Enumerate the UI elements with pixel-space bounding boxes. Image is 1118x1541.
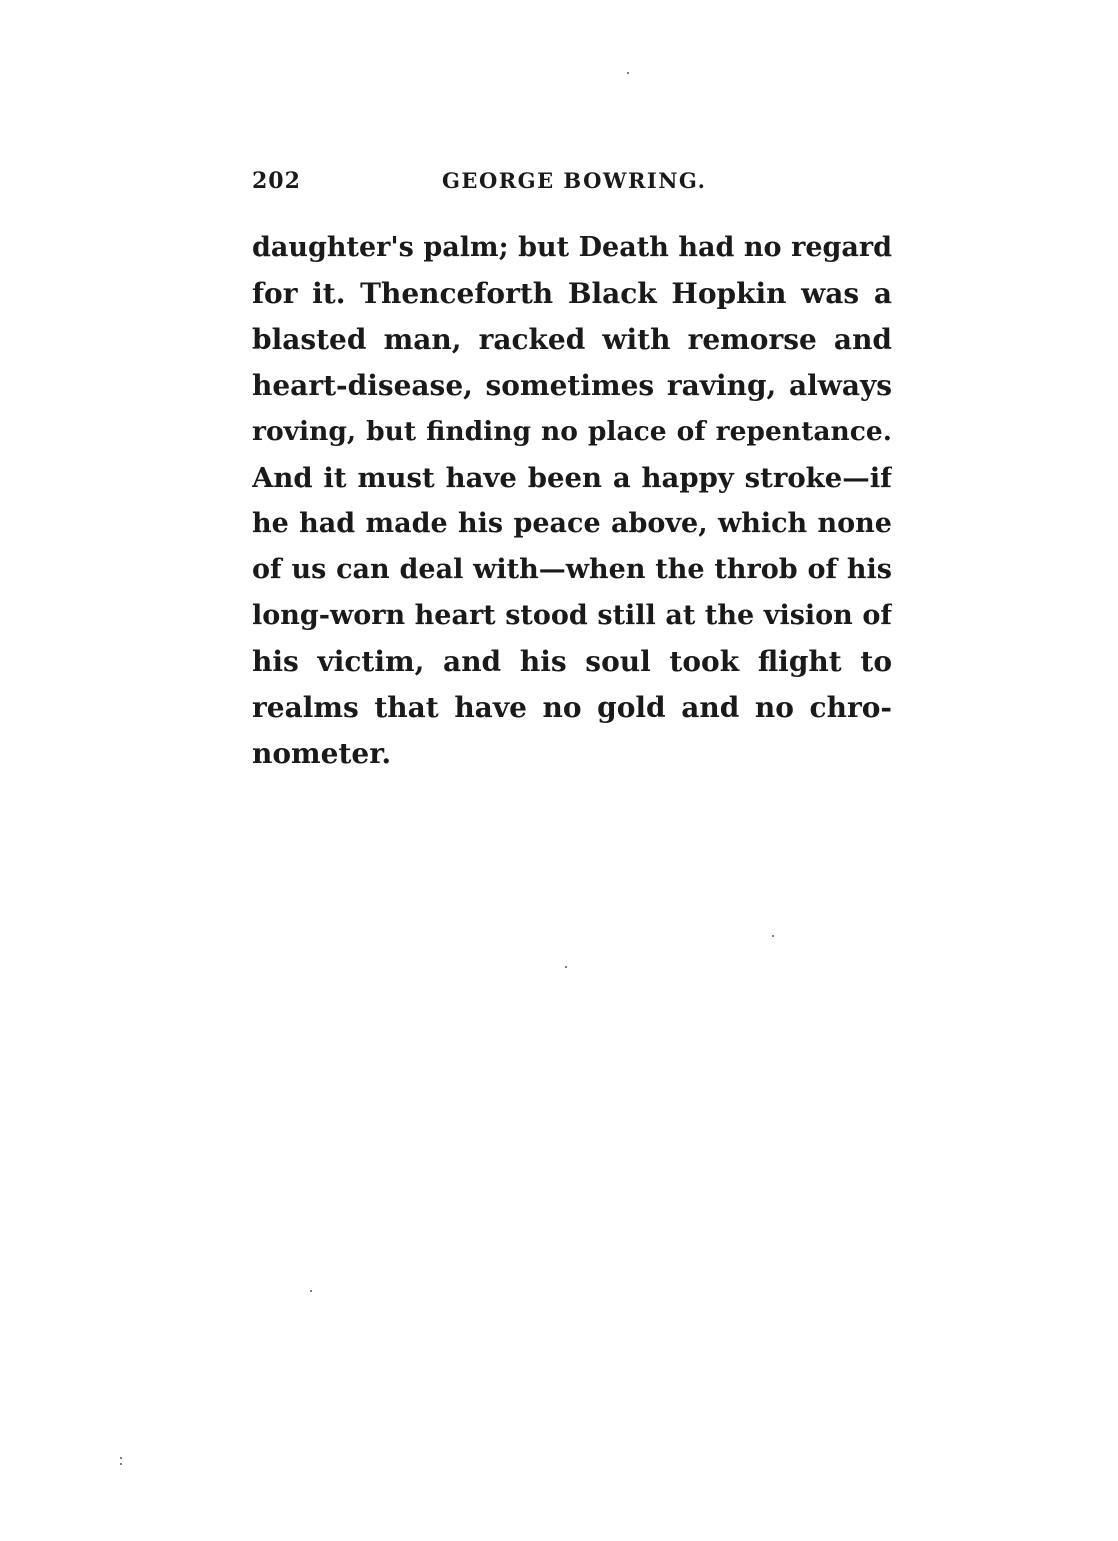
text-line: long-worn heart stood still at the vision of bbox=[252, 600, 892, 631]
scan-speck bbox=[772, 935, 774, 937]
running-head bbox=[252, 168, 892, 200]
body-text bbox=[252, 225, 892, 777]
text-line: nometer. bbox=[252, 737, 392, 770]
text-line: And it must have been a happy stroke—if bbox=[252, 462, 892, 494]
scan-speck bbox=[120, 1463, 122, 1465]
text-line: for it. Thenceforth Black Hopkin was a bbox=[252, 277, 892, 310]
text-line: realms that have no gold and no chro- bbox=[252, 691, 892, 724]
text-line: he had made his peace above, which none bbox=[252, 508, 892, 539]
text-line: blasted man, racked with remorse and bbox=[252, 323, 892, 356]
running-title: GEORGE BOWRING. bbox=[442, 168, 707, 193]
scan-speck bbox=[120, 1457, 122, 1459]
text-line: of us can deal with—when the throb of his bbox=[252, 554, 892, 585]
scan-speck bbox=[627, 72, 629, 74]
text-line: roving, but finding no place of repentance. bbox=[252, 416, 892, 447]
text-line: heart-disease, sometimes raving, always bbox=[252, 369, 892, 402]
scan-speck bbox=[565, 966, 567, 968]
text-line: his victim, and his soul took flight to bbox=[252, 645, 892, 678]
page-number: 202 bbox=[252, 168, 301, 194]
text-line: daughter's palm; but Death had no regard bbox=[252, 232, 892, 263]
scan-speck bbox=[310, 1290, 312, 1292]
